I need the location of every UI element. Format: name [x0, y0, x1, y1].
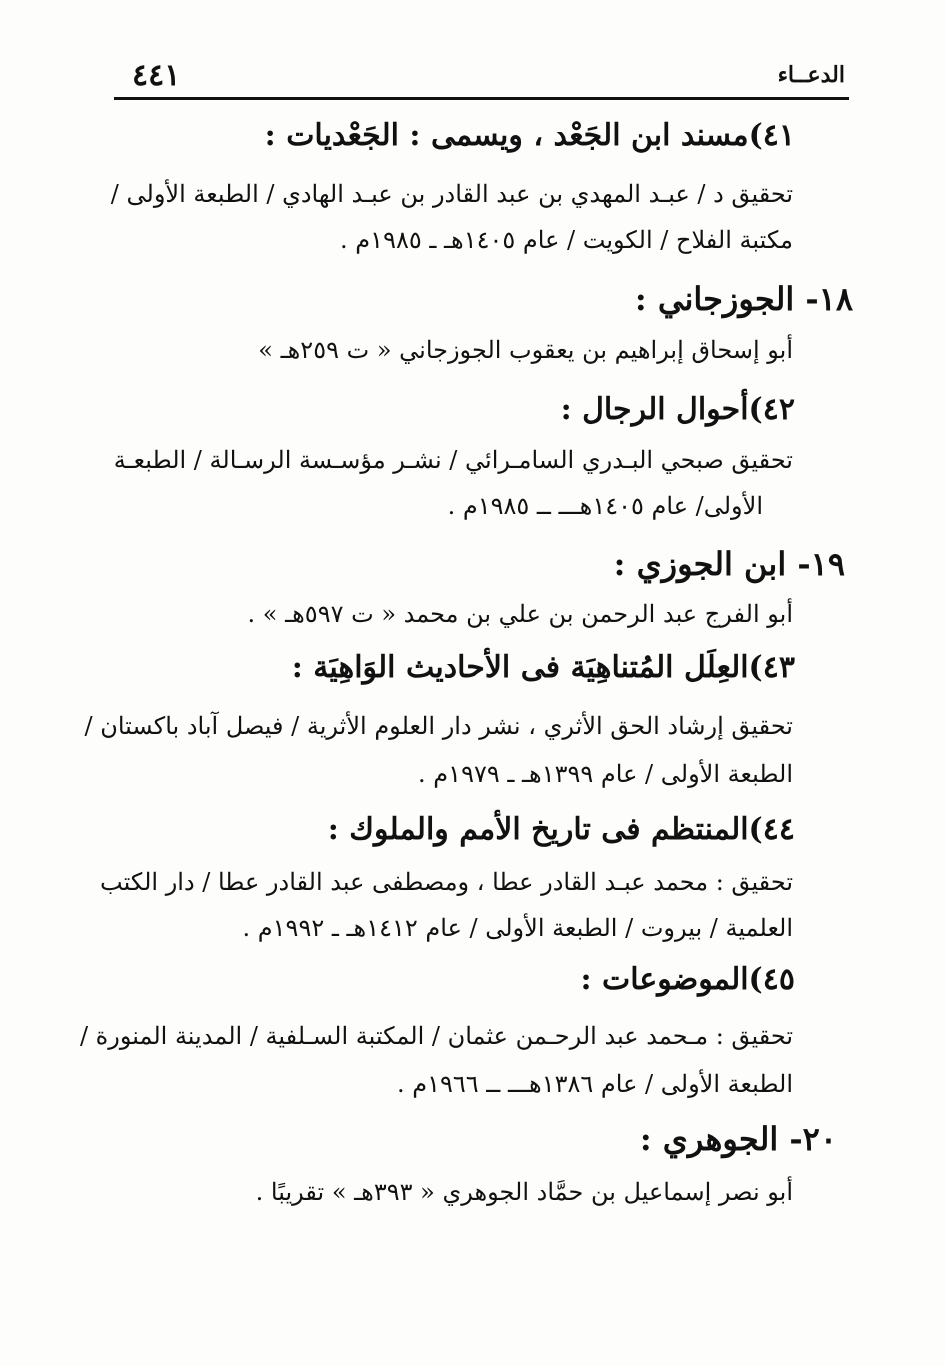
entry-43-line-1: تحقيق إرشاد الحق الأثري ، نشر دار العلوم الأثرية / فيصل آباد باكستان /	[84, 712, 793, 740]
author-20-description: أبو نصر إسماعيل بن حمَّاد الجوهري « ٣٩٣هـ » تقريبًا .	[255, 1178, 793, 1206]
entry-45-title: ٤٥)الموضوعات :	[580, 962, 795, 997]
entry-41-line-2: مكتبة الفلاح / الكويت / عام ١٤٠٥هـ ـ ١٩٨٥م .	[340, 226, 793, 254]
entry-42-line-2: الأولى/ عام ١٤٠٥هـــ ــ ١٩٨٥م .	[447, 492, 763, 520]
entry-45-line-1: تحقيق : مـحمد عبد الرحـمن عثمان / المكتبة السـلفية / المدينة المنورة /	[79, 1022, 793, 1050]
author-20-heading: ٢٠- الجوهري :	[639, 1120, 837, 1158]
author-18-description: أبو إسحاق إبراهيم بن يعقوب الجوزجاني « ت ٢٥٩هـ »	[258, 336, 793, 364]
entry-44-line-1: تحقيق : محمد عبـد القادر عطا ، ومصطفى عبد القادر عطا / دار الكتب	[100, 868, 793, 896]
entry-41-line-1: تحقيق د / عبـد المهدي بن عبد القادر بن عبـد الهادي / الطبعة الأولى /	[110, 180, 793, 208]
author-19-heading: ١٩- ابن الجوزي :	[613, 545, 845, 583]
author-18-heading: ١٨- الجوزجاني :	[634, 280, 853, 318]
running-header-title: الدعــاء	[777, 62, 845, 88]
entry-41-title: ٤١)مسند ابن الجَعْد ، ويسمى : الجَعْديات :	[264, 118, 795, 153]
header-rule	[114, 97, 849, 100]
entry-42-line-1: تحقيق صبحي البـدري السامـرائي / نشـر مؤسـسة الرسـالة / الطبعـة	[113, 446, 793, 474]
entry-43-line-2: الطبعة الأولى / عام ١٣٩٩هـ ـ ١٩٧٩م .	[418, 760, 793, 788]
entry-44-line-2: العلمية / بيروت / الطبعة الأولى / عام ١٤١٢هـ ـ ١٩٩٢م .	[242, 914, 793, 942]
page-number: ٤٤١	[132, 58, 181, 93]
author-19-description: أبو الفرج عبد الرحمن بن علي بن محمد « ت ٥٩٧هـ » .	[247, 600, 793, 628]
entry-43-title: ٤٣)العِلَل المُتناهِيَة فى الأحاديث الوَاهِيَة :	[291, 650, 795, 685]
entry-44-title: ٤٤)المنتظم فى تاريخ الأمم والملوك :	[327, 812, 795, 847]
entry-42-title: ٤٢)أحوال الرجال :	[560, 392, 795, 427]
entry-45-line-2: الطبعة الأولى / عام ١٣٨٦هـــ ــ ١٩٦٦م .	[396, 1070, 793, 1098]
